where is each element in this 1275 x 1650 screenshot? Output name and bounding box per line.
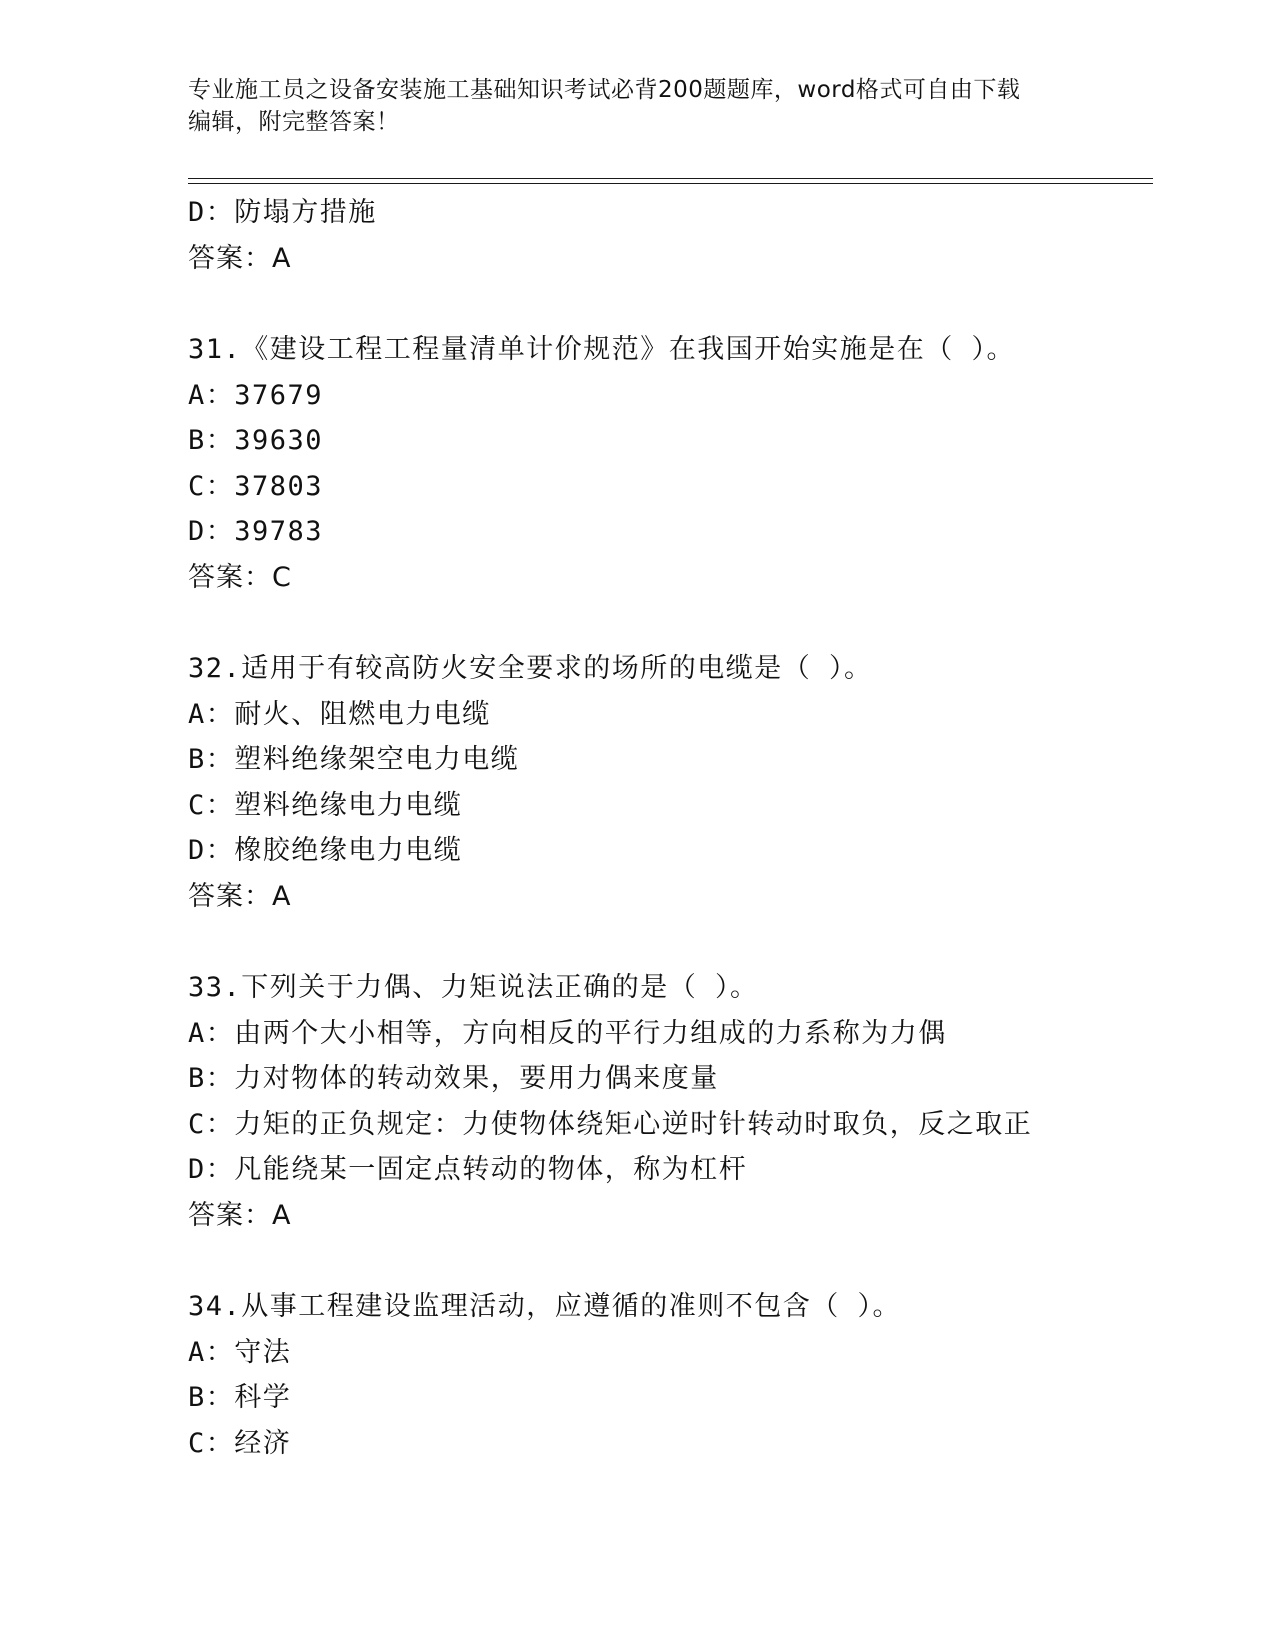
option-d: D：凡能绕某一固定点转动的物体，称为杠杆 [188, 1154, 748, 1185]
option-d: D：39783 [188, 516, 324, 547]
question-stem: 32.适用于有较高防火安全要求的场所的电缆是（ ）。 [188, 653, 873, 684]
option-b: B：塑料绝缘架空电力电缆 [188, 744, 520, 775]
question-list [188, 190, 1188, 1466]
header-line-1: 专业施工员之设备安装施工基础知识考试必背200题题库，word格式可自由下载 [188, 77, 1021, 103]
option-c: C：塑料绝缘电力电缆 [188, 789, 463, 821]
header-rule-top [188, 178, 1153, 179]
header-rule-bottom [188, 183, 1153, 184]
answer: 答案：C [188, 561, 292, 593]
answer: 答案：A [188, 242, 292, 274]
answer: 答案：A [188, 880, 292, 912]
option-b: B：科学 [188, 1382, 292, 1413]
answer: 答案：A [188, 1199, 292, 1231]
question-stem: 34.从事工程建设监理活动，应遵循的准则不包含（ ）。 [188, 1291, 902, 1322]
option-d: D：防塌方措施 [188, 197, 377, 228]
option-b: B：力对物体的转动效果，要用力偶来度量 [188, 1063, 719, 1094]
option-c: C：经济 [188, 1427, 292, 1459]
question-33 [188, 965, 1188, 1238]
option-c: C：力矩的正负规定：力使物体绕矩心逆时针转动时取负，反之取正 [188, 1108, 1033, 1140]
question-32 [188, 646, 1188, 919]
document-header [188, 74, 1088, 138]
question-34 [188, 1284, 1188, 1466]
option-c: C：37803 [188, 470, 324, 502]
option-a: A：37679 [188, 379, 324, 411]
option-a: A：耐火、阻燃电力电缆 [188, 698, 491, 730]
question-31 [188, 327, 1188, 600]
option-d: D：橡胶绝缘电力电缆 [188, 835, 463, 866]
header-line-2: 编辑，附完整答案！ [188, 109, 400, 135]
option-b: B：39630 [188, 425, 324, 456]
question-stem: 33.下列关于力偶、力矩说法正确的是（ ）。 [188, 972, 759, 1003]
question-stem: 31.《建设工程工程量清单计价规范》在我国开始实施是在（ ）。 [188, 334, 1016, 365]
option-a: A：守法 [188, 1336, 292, 1368]
question-30 [188, 190, 1188, 281]
option-a: A：由两个大小相等，方向相反的平行力组成的力系称为力偶 [188, 1017, 947, 1049]
